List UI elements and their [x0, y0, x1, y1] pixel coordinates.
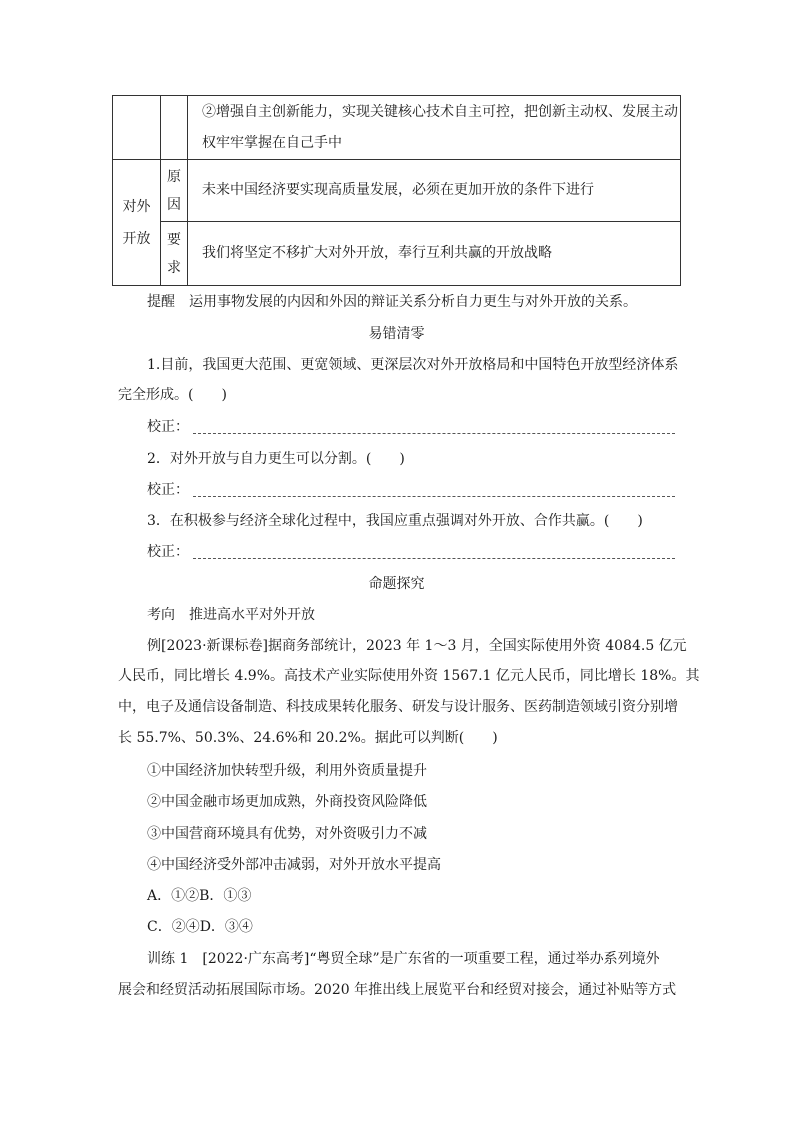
reason-label: 原 [167, 168, 181, 185]
reminder-text: 提醒 运用事物发展的内因和外因的辩证关系分析自力更生与对外开放的关系。 [147, 294, 637, 310]
section-title-errors: 易错清零 [368, 326, 425, 342]
require-label-cell [161, 222, 188, 286]
table-row [113, 160, 681, 222]
question-3: 3．在积极参与经济全球化过程中，我国应重点强调对外开放、合作共赢。( ) [147, 513, 643, 529]
group-label: 开放 [122, 230, 151, 247]
answer-choices: A．①②B．①③ [147, 888, 252, 904]
dotted-line [193, 558, 675, 559]
group-label-cell [113, 160, 161, 286]
require-label: 要 [167, 231, 181, 248]
section-title-explore: 命题探究 [368, 576, 425, 592]
reason-label-cell [161, 160, 188, 222]
dotted-line [193, 496, 675, 497]
table-row [113, 96, 681, 160]
correction-field[interactable] [147, 416, 675, 438]
option-item: ④中国经济受外部冲击减弱，对外开放水平提高 [147, 857, 441, 873]
example-line: 中，电子及通信设备制造、科技成果转化服务、研发与设计服务、医药制造领域引资分别增 [118, 699, 678, 715]
example-line: 长 55.7%、50.3%、24.6%和 20.2%。据此可以判断( ) [118, 730, 498, 746]
question-1-line: 完全形成。( ) [118, 387, 227, 403]
reason-label: 因 [167, 196, 181, 213]
option-item: ①中国经济加快转型升级，利用外资质量提升 [147, 763, 427, 779]
question-1-line: 1.目前，我国更大范围、更宽领域、更深层次对外开放格局和中国特色开放型经济体系 [147, 357, 679, 373]
reason-text: 未来中国经济要实现高质量发展，必须在更加开放的条件下进行 [188, 160, 681, 222]
cell-line: ②增强自主创新能力，实现关键核心技术自主可控，把创新主动权、发展主动 [202, 103, 678, 120]
require-label: 求 [167, 259, 181, 276]
cell-line: 权牢牢掌握在自己手中 [202, 134, 342, 151]
table-row [113, 222, 681, 286]
option-item: ③中国营商环境具有优势，对外资吸引力不减 [147, 826, 427, 842]
correction-field[interactable] [147, 541, 675, 563]
correction-field[interactable] [147, 479, 675, 501]
example-line: 例[2023·新课标卷]据商务部统计，2023 年 1～3 月，全国实际使用外资 4084.5 亿元 [147, 638, 687, 654]
table-cell-empty [161, 96, 188, 160]
question-2: 2．对外开放与自力更生可以分割。( ) [147, 451, 405, 467]
summary-table [112, 95, 681, 286]
option-item: ②中国金融市场更加成熟，外商投资风险降低 [147, 794, 427, 810]
training-line: 展会和经贸活动拓展国际市场。2020 年推出线上展览平台和经贸对接会，通过补贴等方式 [118, 982, 677, 998]
answer-choices: C．②④D．③④ [147, 919, 253, 935]
dotted-line [193, 433, 675, 434]
training-line: 训练 1 [2022·广东高考]“粤贸全球”是广东省的一项重要工程，通过举办系列境外 [147, 951, 660, 967]
table-cell-text [188, 96, 681, 160]
correction-label: 校正： [147, 482, 189, 498]
table-cell-empty [113, 96, 161, 160]
correction-label: 校正： [147, 419, 189, 435]
exam-direction: 考向 推进高水平对外开放 [147, 607, 315, 623]
require-text: 我们将坚定不移扩大对外开放，奉行互利共赢的开放战略 [188, 222, 681, 286]
correction-label: 校正： [147, 544, 189, 560]
group-label: 对外 [122, 198, 151, 215]
example-line: 人民币，同比增长 4.9%。高技术产业实际使用外资 1567.1 亿元人民币，同比增长 18%。其 [118, 668, 700, 684]
